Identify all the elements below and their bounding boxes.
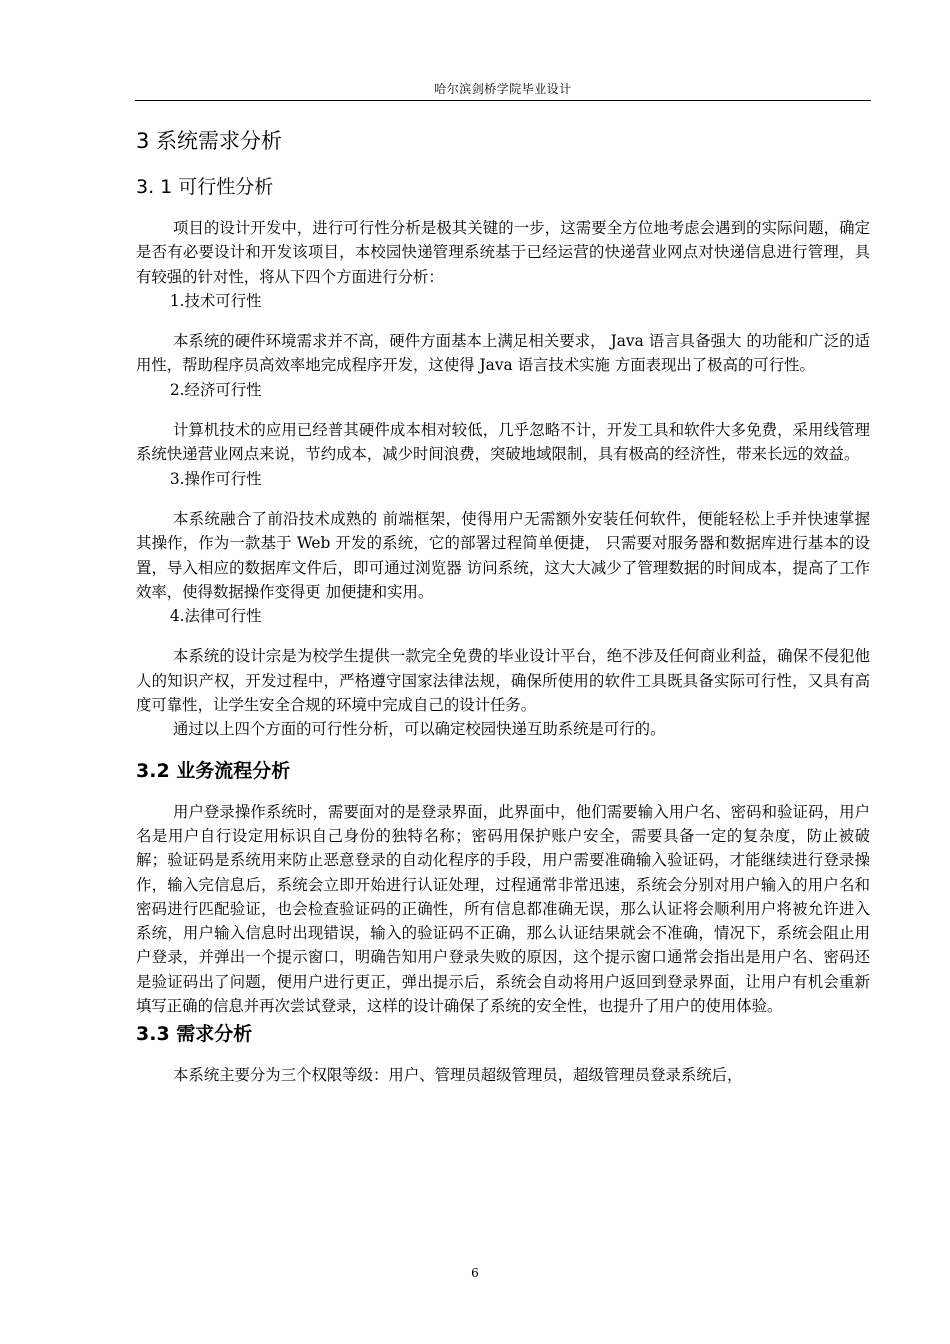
feasibility-intro: 项目的设计开发中，进行可行性分析是极其关键的一步，这需要全方位地考虑会遇到的实际问题，确定是否有必要设计和开发该项目，本校园快递管理系统基于已经运营的快递营业网点对快递信息进行管理，具有较强的针对性，将从下四个方面进行分析： [136,219,870,286]
header-divider [135,100,871,101]
tech-feasibility-body: 本系统的硬件环境需求并不高，硬件方面基本上满足相关要求， Java 语言具备强大 的功能和广泛的适用性，帮助程序员高效率地完成程序开发，这使得 Java 语言技术实施 方面表现出了极高的可行性。 [136,332,870,375]
section-3-2-heading: 3.2 业务流程分析 [136,759,291,782]
econ-feasibility-title: 2.经济可行性 [169,380,262,399]
ops-feasibility-body: 本系统融合了前沿技术成熟的 前端框架，使得用户无需额外安装任何软件，便能轻松上手并快速掌握其操作，作为一款基于 Web 开发的系统，它的部署过程简单便捷， 只需要对服务器和数据库进行基本的设置，导入相应的数据库文件后，即可通过浏览器 访问系统，这大大减少了管理数据的时间成本，提高了工作效率，使得数据操作变得更 加便捷和实用。 [136,509,870,601]
feasibility-conclusion: 通过以上四个方面的可行性分析，可以确定校园快递互助系统是可行的。 [172,720,666,739]
econ-feasibility-body: 计算机技术的应用已经普其硬件成本相对较低，几乎忽略不计，开发工具和软件大多免费，采用线管理系统快递营业网点来说，节约成本，减少时间浪费，突破地域限制，具有极高的经济性，带来长远的效益。 [136,421,870,464]
section-3-1-heading: 3. 1 可行性分析 [136,176,274,198]
chapter-heading: 3 系统需求分析 [136,129,283,153]
law-feasibility-title: 4.法律可行性 [169,607,262,626]
page-number: 6 [471,1266,479,1280]
section-3-3-heading: 3.3 需求分析 [136,1023,253,1046]
law-feasibility-body: 本系统的设计宗是为校学生提供一款完全免费的毕业设计平台，绝不涉及任何商业利益，确保不侵犯他人的知识产权，开发过程中，严格遵守国家法律法规，确保所使用的软件工具既具备实际可行性，又具有高度可靠性，让学生安全合规的环境中完成自己的设计任务。 [136,647,870,715]
running-header: 哈尔滨剑桥学院毕业设计 [434,82,572,96]
ops-feasibility-title: 3.操作可行性 [169,469,262,488]
business-process-body: 用户登录操作系统时，需要面对的是登录界面，此界面中，他们需要输入用户名、密码和验证码，用户名是用户自行设定用标识自己身份的独特名称；密码用保护账户安全，需要具备一定的复杂度，防止被破解；验证码是系统用来防止恶意登录的自动化程序的手段，用户需要准确输入验证码，才能继续进行登录操作，输入完信息后，系统会立即开始进行认证处理，过程通常非常迅速，系统会分别对用户输入的用户名和密码进行匹配验证，也会检查验证码的正确性，所有信息都准确无误，那么认证将会顺利用户将被允许进入系统，用户输入信息时出现错误，输入的验证码不正确，那么认证结果就会不准确，情况下，系统会阻止用户登录，并弹出一个提示窗口，明确告知用户登录失败的原因，这个提示窗口通常会指出是用户名、密码还是验证码出了问题，便用户进行更正，弹出提示后，系统会自动将用户返回到登录界面，让用户有机会重新填写正确的信息并再次尝试登录，这样的设计确保了系统的安全性，也提升了用户的使用体验。 [136,802,870,1016]
document-body [136,118,870,1088]
tech-feasibility-title: 1.技术可行性 [169,291,262,310]
requirements-body: 本系统主要分为三个权限等级：用户、管理员超级管理员，超级管理员登录系统后， [172,1066,743,1085]
